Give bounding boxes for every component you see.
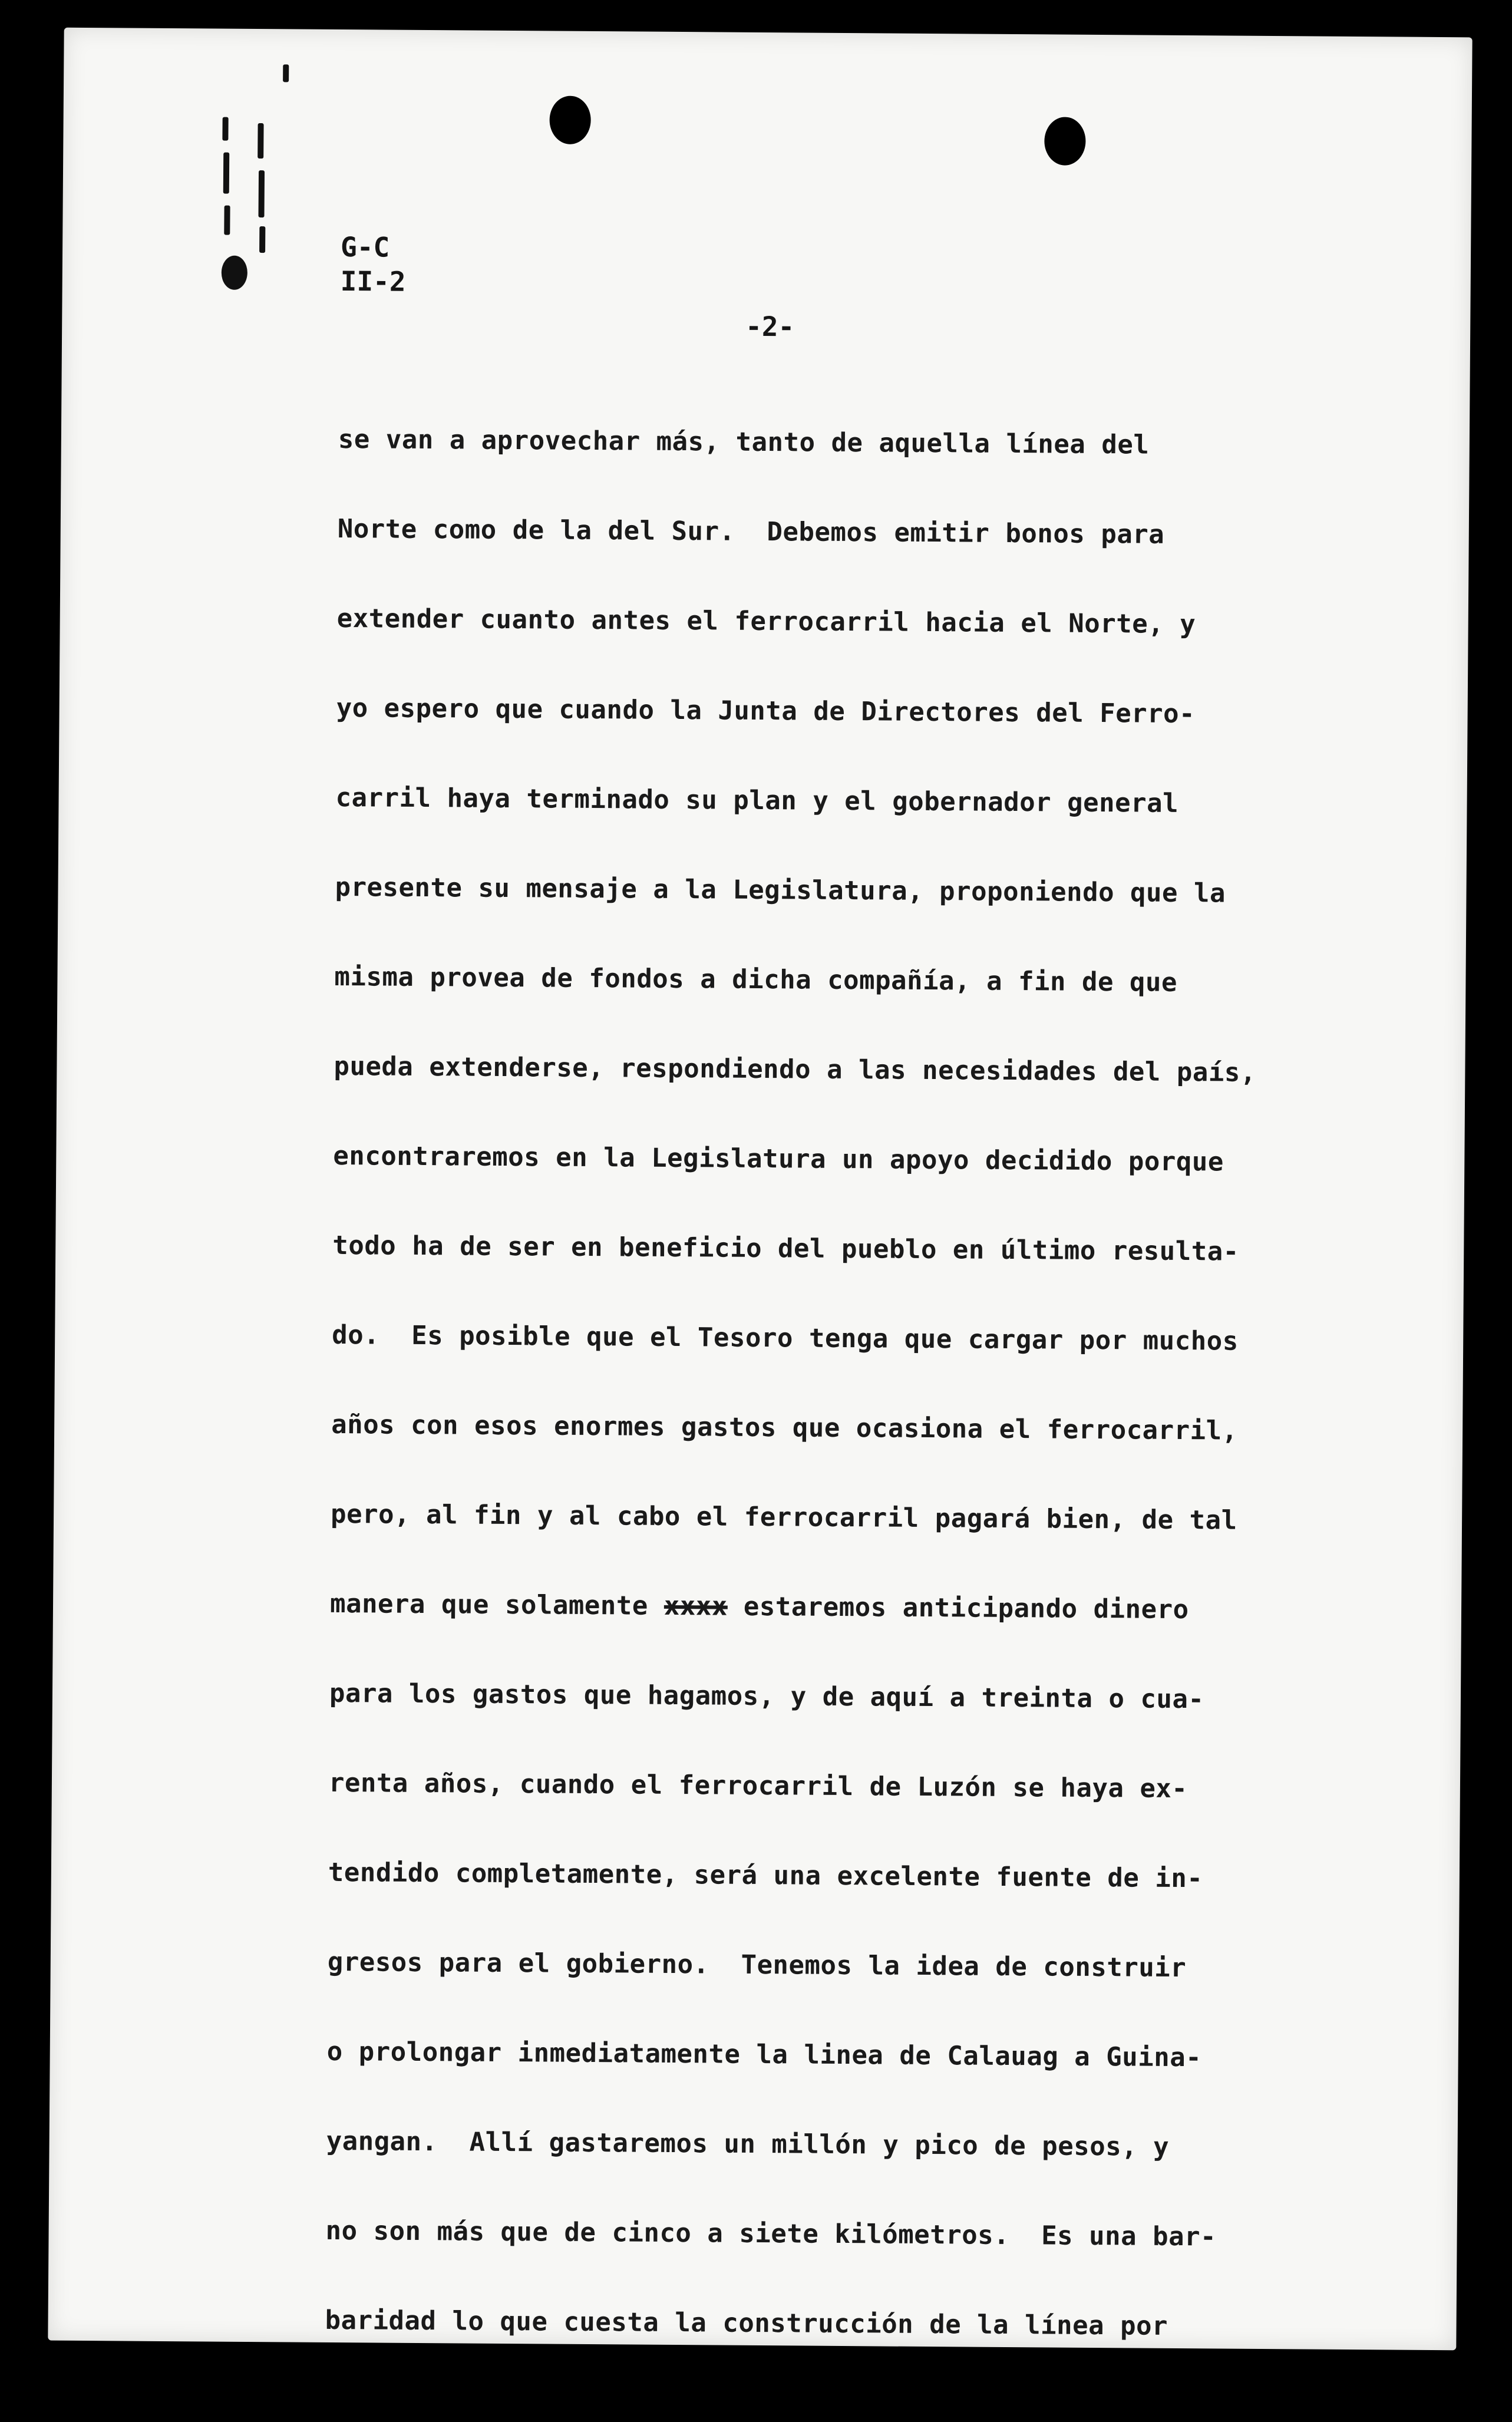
text-line-end: estaremos anticipando dinero — [727, 1591, 1189, 1625]
text-line-start: manera que solamente — [329, 1588, 649, 1621]
text-line: gresos para el gobierno. Tenemos la idea de construir — [327, 1946, 1187, 1984]
reference-code-line2: II-2 — [340, 265, 406, 298]
text-line: baridad lo que cuesta la construcción de la línea por — [325, 2305, 1168, 2341]
text-line: yangan. Allí gastaremos un millón y pico de pesos, y — [326, 2126, 1170, 2162]
text-line: para los gastos que hagamos, y de aquí a treinta o cua- — [329, 1678, 1204, 1715]
text-line: renta años, cuando el ferrocarril de Luzón se haya ex- — [328, 1767, 1188, 1804]
text-line: pueda extenderse, respondiendo a las necesidades del país, — [334, 1051, 1257, 1088]
text-line: presente su mensaje a la Legislatura, proponiendo que la — [335, 872, 1226, 909]
text-line: o prolongar inmediatamente la linea de Calauag a Guina- — [326, 2036, 1202, 2073]
reference-code-line1: G-C — [340, 230, 390, 263]
page-number: -2- — [745, 310, 795, 343]
text-line: todo ha de ser en beneficio del pueblo en último resulta- — [332, 1230, 1239, 1267]
typed-text-body — [325, 395, 1446, 2373]
punch-hole-left — [549, 95, 591, 144]
reference-code — [341, 230, 407, 299]
text-line: Norte como de la del Sur. Debemos emitir bonos para — [337, 513, 1165, 550]
punch-hole-right — [1044, 117, 1086, 165]
text-line: pero, al fin y al cabo el ferrocarril pagará bien, de tal — [330, 1499, 1237, 1536]
text-line: extender cuanto antes el ferrocarril hacia el Norte, y — [336, 603, 1196, 640]
text-line: misma provea de fondos a dicha compañía, a fin de que — [334, 961, 1178, 998]
text-line: tendido completamente, será una excelente fuente de in- — [328, 1857, 1203, 1894]
text-line: carril haya terminado su plan y el gobernador general — [335, 782, 1179, 819]
text-line: no son más que de cinco a siete kilómetros. Es una bar- — [325, 2215, 1217, 2252]
text-line: encontraremos en la Legislatura un apoyo decidido porque — [333, 1140, 1224, 1177]
text-line: yo espero que cuando la Junta de Directores del Ferro- — [336, 692, 1196, 730]
text-line: se van a aprovechar más, tanto de aquella línea del — [338, 424, 1150, 460]
text-line: do. Es posible que el Tesoro tenga que cargar por muchos — [332, 1319, 1239, 1357]
document-page — [48, 28, 1472, 2351]
ink-blot — [222, 256, 247, 290]
binding-marks — [210, 64, 276, 259]
struck-out-text: xxxx — [663, 1591, 728, 1622]
text-line: años con esos enormes gastos que ocasiona el ferrocarril, — [331, 1409, 1238, 1446]
text-line-with-strikeout — [330, 1559, 1438, 1657]
